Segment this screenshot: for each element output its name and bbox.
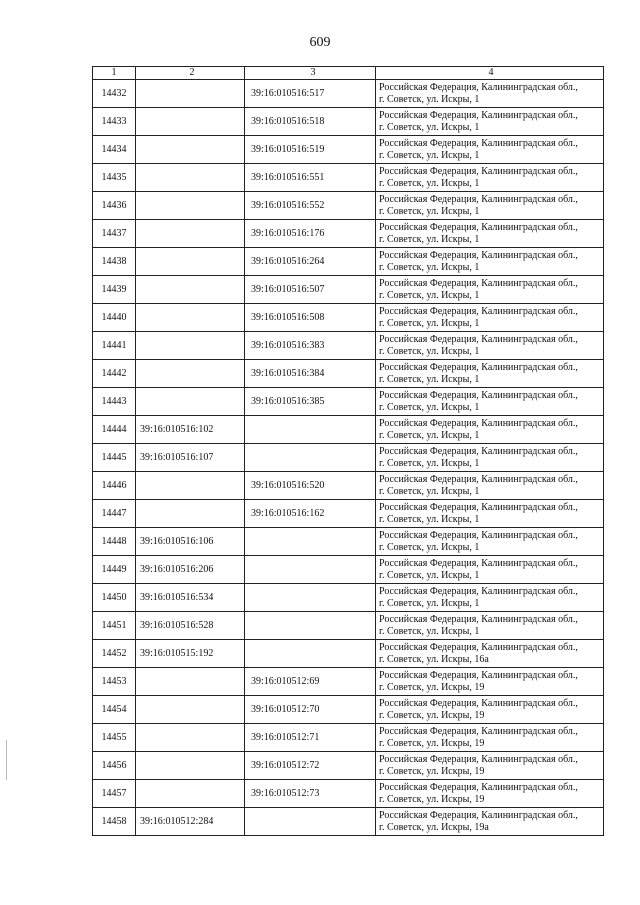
row-number-cell: 14441 (93, 332, 136, 360)
address-line-1: Российская Федерация, Калининградская обл., (379, 250, 578, 261)
cadastral-number-cell (136, 192, 245, 220)
address-line-1: Российская Федерация, Калининградская обл., (379, 782, 578, 793)
table-row (93, 472, 604, 500)
address-line-2: г. Советск, ул. Искры, 1 (379, 149, 480, 161)
table-header-row (93, 67, 604, 80)
address-line-1: Российская Федерация, Калининградская обл., (379, 754, 578, 765)
address-cell (376, 444, 604, 472)
address-line-1: Российская Федерация, Калининградская обл., (379, 306, 578, 317)
address-line-2: г. Советск, ул. Искры, 1 (379, 261, 480, 273)
related-cadastral-number-cell: 39:16:010516:383 (245, 332, 376, 360)
cadastral-number-cell (136, 136, 245, 164)
address-cell (376, 500, 604, 528)
address-line-1: Российская Федерация, Калининградская обл., (379, 194, 578, 205)
table-header (93, 67, 604, 80)
related-cadastral-number-cell: 39:16:010516:508 (245, 304, 376, 332)
address-line-1: Российская Федерация, Калининградская обл., (379, 586, 578, 597)
table-row (93, 164, 604, 192)
address-cell (376, 808, 604, 836)
address-line-1: Российская Федерация, Калининградская обл., (379, 362, 578, 373)
address-line-1: Российская Федерация, Калининградская обл., (379, 222, 578, 233)
address-line-2: г. Советск, ул. Искры, 19 (379, 737, 485, 749)
row-number-cell: 14455 (93, 724, 136, 752)
row-number-cell: 14442 (93, 360, 136, 388)
address-line-2: г. Советск, ул. Искры, 19 (379, 709, 485, 721)
row-number-cell: 14453 (93, 668, 136, 696)
table-row (93, 388, 604, 416)
related-cadastral-number-cell: 39:16:010512:71 (245, 724, 376, 752)
table-row (93, 696, 604, 724)
table-row (93, 416, 604, 444)
cadastral-number-cell (136, 500, 245, 528)
address-cell (376, 528, 604, 556)
address-line-1: Российская Федерация, Калининградская обл., (379, 390, 578, 401)
address-line-2: г. Советск, ул. Искры, 1 (379, 177, 480, 189)
address-cell (376, 304, 604, 332)
address-cell (376, 276, 604, 304)
table-row (93, 332, 604, 360)
table-row (93, 248, 604, 276)
cadastral-number-cell: 39:16:010516:102 (136, 416, 245, 444)
address-line-1: Российская Федерация, Калининградская обл., (379, 698, 578, 709)
row-number-cell: 14457 (93, 780, 136, 808)
cadastral-number-cell (136, 668, 245, 696)
related-cadastral-number-cell: 39:16:010516:162 (245, 500, 376, 528)
related-cadastral-number-cell: 39:16:010516:176 (245, 220, 376, 248)
address-line-2: г. Советск, ул. Искры, 19 (379, 681, 485, 693)
address-line-2: г. Советск, ул. Искры, 1 (379, 597, 480, 609)
table-row (93, 528, 604, 556)
row-number-cell: 14445 (93, 444, 136, 472)
address-line-2: г. Советск, ул. Искры, 1 (379, 429, 480, 441)
cadastral-number-cell (136, 248, 245, 276)
related-cadastral-number-cell: 39:16:010516:520 (245, 472, 376, 500)
row-number-cell: 14447 (93, 500, 136, 528)
cadastral-number-cell: 39:16:010516:534 (136, 584, 245, 612)
row-number-cell: 14456 (93, 752, 136, 780)
address-line-1: Российская Федерация, Калининградская обл., (379, 278, 578, 289)
cadastral-number-cell (136, 360, 245, 388)
address-cell (376, 472, 604, 500)
cadastral-number-cell (136, 696, 245, 724)
cadastral-number-cell (136, 276, 245, 304)
related-cadastral-number-cell (245, 416, 376, 444)
table-row (93, 500, 604, 528)
cadastral-number-cell: 39:16:010516:106 (136, 528, 245, 556)
row-number-cell: 14436 (93, 192, 136, 220)
address-line-1: Российская Федерация, Калининградская обл., (379, 82, 578, 93)
related-cadastral-number-cell: 39:16:010516:519 (245, 136, 376, 164)
row-number-cell: 14435 (93, 164, 136, 192)
cadastral-number-cell: 39:16:010515:192 (136, 640, 245, 668)
cadastral-number-cell (136, 304, 245, 332)
address-line-2: г. Советск, ул. Искры, 1 (379, 541, 480, 553)
address-line-2: г. Советск, ул. Искры, 1 (379, 317, 480, 329)
address-line-1: Российская Федерация, Калининградская обл., (379, 166, 578, 177)
address-line-1: Российская Федерация, Калининградская обл., (379, 334, 578, 345)
address-cell (376, 80, 604, 108)
address-cell (376, 584, 604, 612)
row-number-cell: 14437 (93, 220, 136, 248)
address-line-2: г. Советск, ул. Искры, 1 (379, 457, 480, 469)
column-header-2: 2 (136, 67, 245, 80)
page-number: 609 (309, 35, 331, 50)
address-line-2: г. Советск, ул. Искры, 16а (379, 653, 489, 665)
cadastral-number-cell (136, 80, 245, 108)
table-row (93, 220, 604, 248)
related-cadastral-number-cell (245, 612, 376, 640)
table-row (93, 752, 604, 780)
row-number-cell: 14443 (93, 388, 136, 416)
related-cadastral-number-cell: 39:16:010516:552 (245, 192, 376, 220)
address-cell (376, 696, 604, 724)
address-line-1: Российская Федерация, Калининградская обл., (379, 614, 578, 625)
row-number-cell: 14439 (93, 276, 136, 304)
cadastral-number-cell (136, 780, 245, 808)
related-cadastral-number-cell: 39:16:010516:385 (245, 388, 376, 416)
address-line-1: Российская Федерация, Калининградская обл., (379, 110, 578, 121)
address-cell (376, 668, 604, 696)
address-line-1: Российская Федерация, Калининградская обл., (379, 530, 578, 541)
related-cadastral-number-cell (245, 640, 376, 668)
related-cadastral-number-cell: 39:16:010512:70 (245, 696, 376, 724)
cadastral-number-cell (136, 108, 245, 136)
cadastral-number-cell (136, 332, 245, 360)
related-cadastral-number-cell (245, 528, 376, 556)
cadastral-number-cell (136, 164, 245, 192)
address-cell (376, 220, 604, 248)
table-row (93, 640, 604, 668)
address-line-2: г. Советск, ул. Искры, 1 (379, 93, 480, 105)
address-line-2: г. Советск, ул. Искры, 19 (379, 793, 485, 805)
address-line-1: Российская Федерация, Калининградская обл., (379, 474, 578, 485)
row-number-cell: 14440 (93, 304, 136, 332)
address-cell (376, 164, 604, 192)
row-number-cell: 14452 (93, 640, 136, 668)
property-registry-table (92, 66, 604, 836)
row-number-cell: 14444 (93, 416, 136, 444)
address-line-2: г. Советск, ул. Искры, 1 (379, 513, 480, 525)
address-cell (376, 192, 604, 220)
table-row (93, 612, 604, 640)
related-cadastral-number-cell: 39:16:010516:264 (245, 248, 376, 276)
cadastral-number-cell: 39:16:010516:206 (136, 556, 245, 584)
related-cadastral-number-cell: 39:16:010516:551 (245, 164, 376, 192)
table-row (93, 668, 604, 696)
table-row (93, 80, 604, 108)
address-cell (376, 612, 604, 640)
address-line-1: Российская Федерация, Калининградская обл., (379, 502, 578, 513)
address-cell (376, 388, 604, 416)
address-cell (376, 136, 604, 164)
row-number-cell: 14438 (93, 248, 136, 276)
row-number-cell: 14432 (93, 80, 136, 108)
table-row (93, 304, 604, 332)
address-line-2: г. Советск, ул. Искры, 1 (379, 345, 480, 357)
related-cadastral-number-cell: 39:16:010516:518 (245, 108, 376, 136)
table-body (93, 80, 604, 836)
cadastral-number-cell: 39:16:010512:284 (136, 808, 245, 836)
address-line-1: Российская Федерация, Калининградская обл., (379, 670, 578, 681)
row-number-cell: 14450 (93, 584, 136, 612)
cadastral-number-cell (136, 724, 245, 752)
address-line-2: г. Советск, ул. Искры, 1 (379, 401, 480, 413)
address-line-2: г. Советск, ул. Искры, 1 (379, 373, 480, 385)
related-cadastral-number-cell: 39:16:010512:73 (245, 780, 376, 808)
address-line-1: Российская Федерация, Калининградская обл., (379, 726, 578, 737)
related-cadastral-number-cell (245, 584, 376, 612)
address-cell (376, 640, 604, 668)
address-line-2: г. Советск, ул. Искры, 19 (379, 765, 485, 777)
row-number-cell: 14451 (93, 612, 136, 640)
address-line-2: г. Советск, ул. Искры, 1 (379, 233, 480, 245)
cadastral-number-cell: 39:16:010516:528 (136, 612, 245, 640)
column-header-4: 4 (376, 67, 604, 80)
row-number-cell: 14458 (93, 808, 136, 836)
related-cadastral-number-cell: 39:16:010512:69 (245, 668, 376, 696)
address-cell (376, 752, 604, 780)
address-cell (376, 360, 604, 388)
table-row (93, 192, 604, 220)
scan-margin-mark (6, 740, 7, 780)
address-cell (376, 108, 604, 136)
related-cadastral-number-cell (245, 556, 376, 584)
table-row (93, 108, 604, 136)
address-cell (376, 248, 604, 276)
table-row (93, 584, 604, 612)
address-line-2: г. Советск, ул. Искры, 19а (379, 821, 489, 833)
cadastral-number-cell: 39:16:010516:107 (136, 444, 245, 472)
row-number-cell: 14448 (93, 528, 136, 556)
row-number-cell: 14433 (93, 108, 136, 136)
address-cell (376, 556, 604, 584)
related-cadastral-number-cell (245, 808, 376, 836)
address-line-1: Российская Федерация, Калининградская обл., (379, 138, 578, 149)
related-cadastral-number-cell: 39:16:010516:517 (245, 80, 376, 108)
related-cadastral-number-cell: 39:16:010512:72 (245, 752, 376, 780)
address-line-1: Российская Федерация, Калининградская обл., (379, 558, 578, 569)
address-line-2: г. Советск, ул. Искры, 1 (379, 121, 480, 133)
table-row (93, 724, 604, 752)
row-number-cell: 14446 (93, 472, 136, 500)
row-number-cell: 14449 (93, 556, 136, 584)
table-row (93, 780, 604, 808)
cadastral-number-cell (136, 752, 245, 780)
table-row (93, 444, 604, 472)
related-cadastral-number-cell: 39:16:010516:507 (245, 276, 376, 304)
address-cell (376, 416, 604, 444)
address-line-1: Российская Федерация, Калининградская обл., (379, 418, 578, 429)
address-cell (376, 724, 604, 752)
address-line-1: Российская Федерация, Калининградская обл., (379, 446, 578, 457)
address-cell (376, 780, 604, 808)
table-row (93, 556, 604, 584)
column-header-1: 1 (93, 67, 136, 80)
table-row (93, 360, 604, 388)
address-line-1: Российская Федерация, Калининградская обл., (379, 642, 578, 653)
address-line-2: г. Советск, ул. Искры, 1 (379, 205, 480, 217)
related-cadastral-number-cell (245, 444, 376, 472)
cadastral-number-cell (136, 472, 245, 500)
related-cadastral-number-cell: 39:16:010516:384 (245, 360, 376, 388)
row-number-cell: 14454 (93, 696, 136, 724)
address-line-2: г. Советск, ул. Искры, 1 (379, 485, 480, 497)
address-cell (376, 332, 604, 360)
table-row (93, 136, 604, 164)
cadastral-number-cell (136, 388, 245, 416)
table-row (93, 276, 604, 304)
table-row (93, 808, 604, 836)
row-number-cell: 14434 (93, 136, 136, 164)
address-line-2: г. Советск, ул. Искры, 1 (379, 289, 480, 301)
column-header-3: 3 (245, 67, 376, 80)
cadastral-number-cell (136, 220, 245, 248)
address-line-2: г. Советск, ул. Искры, 1 (379, 625, 480, 637)
address-line-1: Российская Федерация, Калининградская обл., (379, 810, 578, 821)
address-line-2: г. Советск, ул. Искры, 1 (379, 569, 480, 581)
